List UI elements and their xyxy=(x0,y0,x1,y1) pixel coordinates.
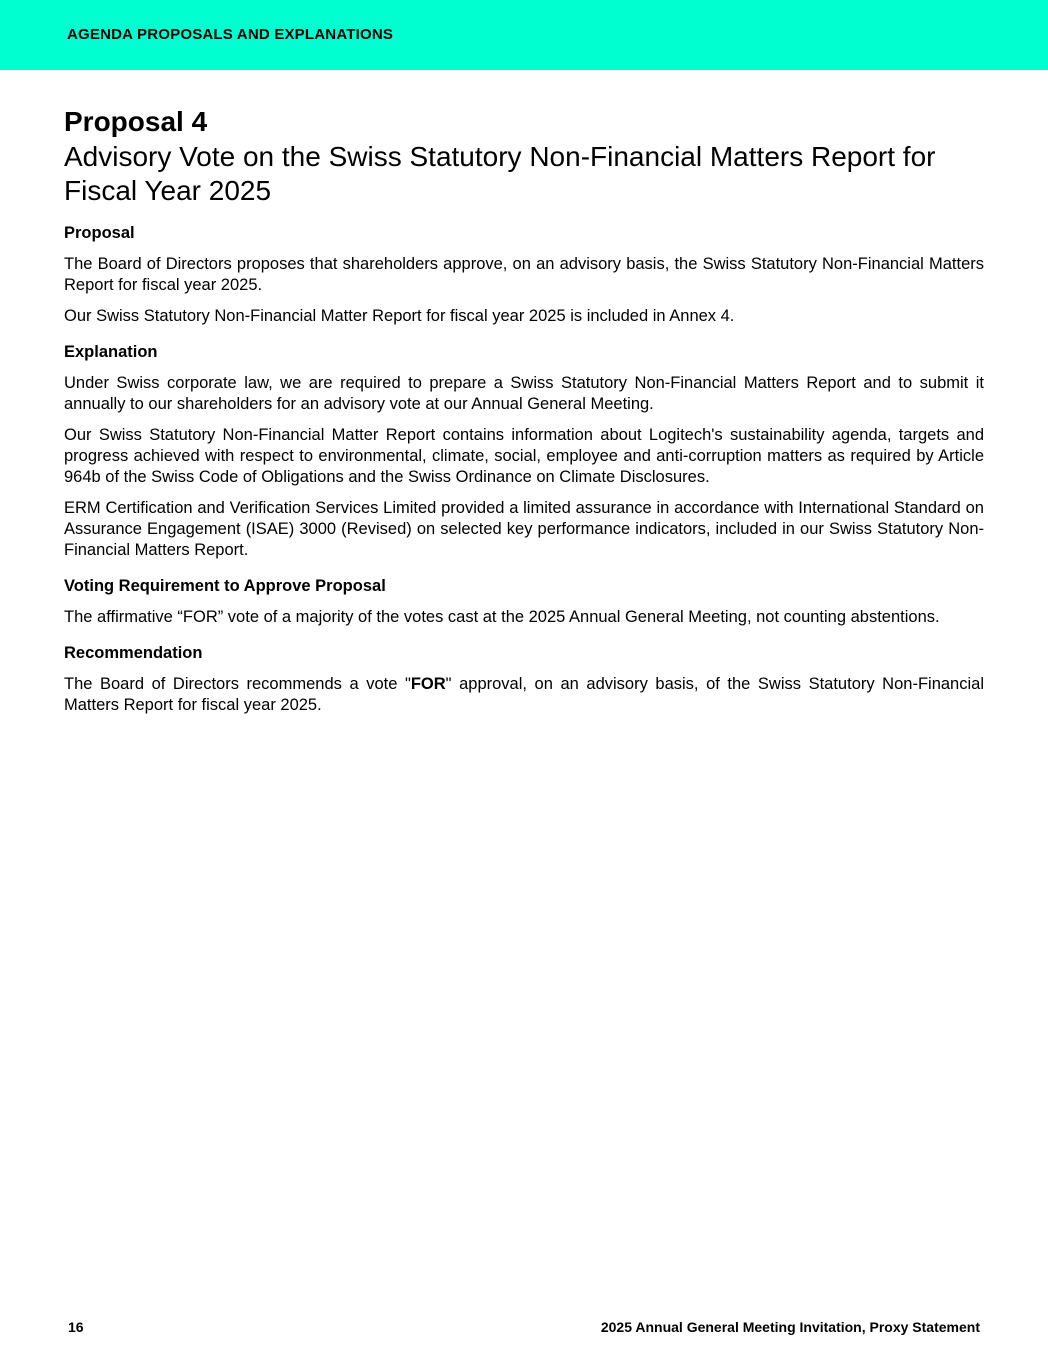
document-title: 2025 Annual General Meeting Invitation, Proxy Statement xyxy=(600,1319,980,1335)
explanation-paragraph: Under Swiss corporate law, we are required to prepare a Swiss Statutory Non-Financial Matters Report and to submit it annually to our shareholders for an advisory vote at our Annual General Meeting. xyxy=(64,374,984,413)
header-band xyxy=(0,0,1048,70)
main-content xyxy=(64,106,984,716)
voting-requirement-heading: Voting Requirement to Approve Proposal xyxy=(64,577,386,595)
explanation-heading: Explanation xyxy=(64,343,158,361)
recommendation-text-after: " approval, on an advisory basis, of the Swiss Statutory Non-Financial Matters Report for fiscal year 2025. xyxy=(64,675,984,714)
recommendation-emphasis: FOR xyxy=(410,675,446,693)
explanation-paragraph: Our Swiss Statutory Non-Financial Matter Report contains information about Logitech's sustainability agenda, targets and progress achieved with respect to environmental, climate, social, employee and anti-corruption matters as required by Article 964b of the Swiss Code of Obligations and the Swiss Ordinance on Climate Disclosures. xyxy=(64,426,984,486)
proposal-title: Advisory Vote on the Swiss Statutory Non-Financial Matters Report for Fiscal Year 2025 xyxy=(64,141,936,206)
proposal-paragraph: Our Swiss Statutory Non-Financial Matter Report for fiscal year 2025 is included in Annex 4. xyxy=(64,307,735,325)
explanation-paragraph: ERM Certification and Verification Services Limited provided a limited assurance in accordance with International Standard on Assurance Engagement (ISAE) 3000 (Revised) on selected key performance indicators, included in our Swiss Statutory Non-Financial Matters Report. xyxy=(64,499,984,559)
voting-requirement-paragraph: The affirmative “FOR” vote of a majority of the votes cast at the 2025 Annual General Meeting, not counting abstentions. xyxy=(64,608,940,626)
section-label: AGENDA PROPOSALS AND EXPLANATIONS xyxy=(67,26,394,43)
recommendation-text-before: The Board of Directors recommends a vote " xyxy=(64,675,411,693)
proposal-number: Proposal 4 xyxy=(64,106,208,137)
recommendation-heading: Recommendation xyxy=(64,644,203,662)
page-number: 16 xyxy=(68,1319,84,1335)
proposal-heading: Proposal xyxy=(64,224,135,242)
proposal-paragraph: The Board of Directors proposes that shareholders approve, on an advisory basis, the Swiss Statutory Non-Financial Matters Report for fiscal year 2025. xyxy=(64,255,984,294)
recommendation-paragraph xyxy=(64,674,984,716)
